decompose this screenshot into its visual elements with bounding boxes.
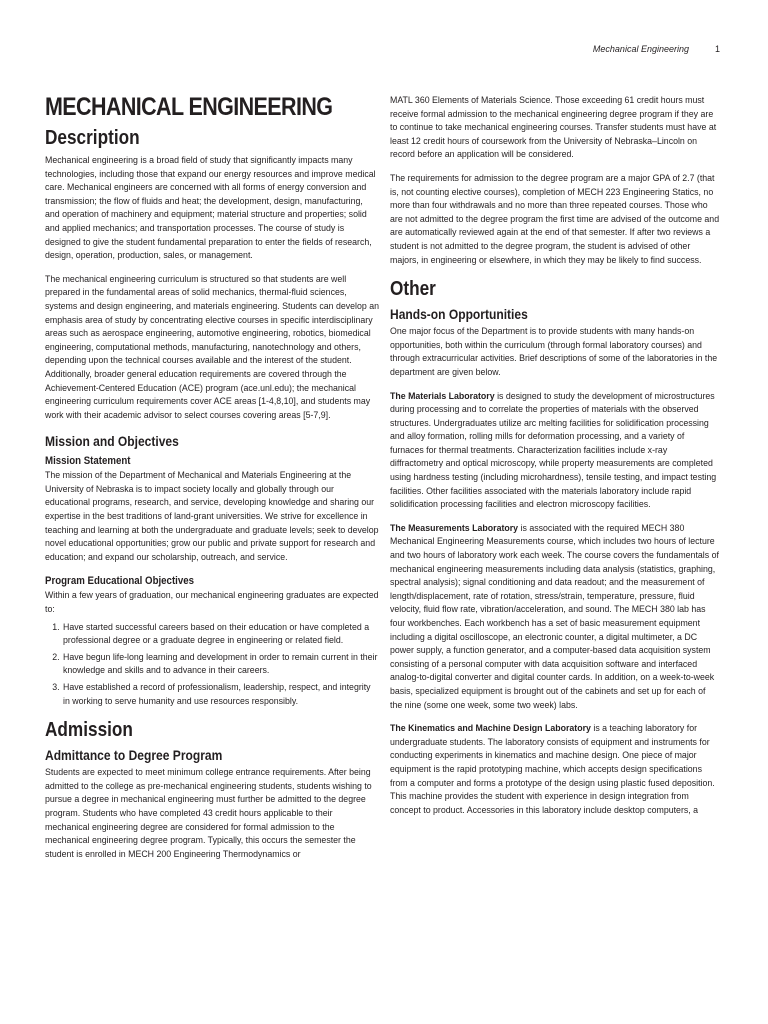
materials-lab-text: is designed to study the development of microstructures during processing and to correlate the properties of materials with the observed structures. Undergraduates utilize arc melting facilities for solidification processing and alloy formation, rolling mills for deformation processing, and a variety of furnaces for thermal treatments. Characterization facilities include x-ray diffractometry and optical microscopy, while property measurements are completed using hardness testing (including microhardness), tensile testing, and impact testing facilities. Other facilities associated with the materials laboratory include rapid solidification processing facilities and electron microscopy facilities. [390, 390, 717, 510]
mission-statement-heading: Mission Statement [45, 455, 131, 468]
objective-item-1: 1. Have started successful careers based on their education or have completed a professional degree or a graduate degree in engineering or related field. [62, 621, 379, 648]
kinematics-lab-text: is a teaching laboratory for undergraduate students. The laboratory consists of equipment and instruments for conducting experiments in kinematics and machine design. One piece of major equipment is the rapid prototyping machine, which accepts design specifications from a computer and forms a prototype of the design using plastic fused deposition. This machine provides the student with experience in design integration from concept to product. Accessories in this laboratory include desktop computers, a [390, 723, 715, 815]
description-heading: Description [45, 127, 140, 149]
page-title: MECHANICAL ENGINEERING [45, 93, 333, 121]
objectives-intro: Within a few years of graduation, our mechanical engineering graduates are expected to: [45, 590, 379, 615]
admission-paragraph-2: The requirements for admission to the degree program are a major GPA of 2.7 (that is, not counting elective courses), completion of MECH 223 Engineering Statics, no more than four withdrawals and no more than three repeated courses. Those who are not admitted to the degree program the first time are advised of the outcome and are automatically reviewed again at the end of that semester. If after two reviews a student is not admitted to the degree program, the student is advised of other majors, in engineering or elsewhere, in which they may be likely to find success. [390, 172, 720, 265]
admission-heading: Admission [45, 719, 133, 742]
measurements-lab-paragraph [390, 522, 720, 712]
admission-paragraph-1-end: MATL 360 Elements of Materials Science. Those exceeding 61 credit hours must receive formal admission to the mechanical engineering degree program if they are to continue to take mechanical engineering courses. Transfer students must have at least 12 credit hours of coursework from the University of Nebraska–Lincoln on record before an application will be considered. [390, 95, 717, 160]
mission-heading: Mission and Objectives [45, 433, 179, 450]
running-title: Mechanical Engineering [592, 44, 689, 54]
objectives-list [45, 621, 379, 709]
right-column [390, 94, 720, 827]
kinematics-lab-paragraph [390, 722, 720, 817]
hands-on-intro: One major focus of the Department is to provide students with many hands-on opportunities, both within the curriculum (through formal laboratory courses) and through extracurricular activities. Brief descriptions of some of the laboratories in the department are given below. [390, 326, 718, 377]
description-paragraph-2: The mechanical engineering curriculum is structured so that students are well prepared in the fundamental areas of solid mechanics, thermal-fluid sciences, systems and design engineering, and materials engineering. Students can develop an emphasis area of study by concentrating elective courses in specific interdisciplinary areas such as aerospace engineering, automotive engineering, robotics, biomedical engineering, computational methods, manufacturing, nanotechnology and others, depending upon the technical courses available and the interest of the student. Additionally, broader general education requirements are covered through the Achievement-Centered Education (ACE) program (ace.unl.edu); the mechanical engineering curriculum requirements cover ACE areas [1-4,8,10], and students may work with their academic advisor to select courses covering areas [5-7,9]. [45, 273, 380, 420]
page-number: 1 [714, 44, 720, 54]
admission-paragraph-1-start: Students are expected to meet minimum college entrance requirements. After being admitted to the college as pre-mechanical engineering students, students wishing to pursue a degree in mechanical engineering must further be admitted to the degree program. Students who have completed 43 credit hours applicable to their mechanical engineering degree are considered for formal admission to the mechanical engineering degree program. Typically, this occurs the semester the student is enrolled in MECH 200 Engineering Thermodynamics or [45, 767, 372, 859]
description-paragraph-1: Mechanical engineering is a broad field of study that significantly impacts many technologies, including those that expand our energy resources and improve medical care. Mechanical engineers are concerned with all forms of energy conversion and transmission; the flow of fluids and heat; the development, design, manufacturing, and operation of machinery and equipment; material structure and properties; solid and applied mechanics; and transportation processes. The course of study is designed to give the student fundamental preparation to enter the fields of research, design, operation, production, sales, or management. [45, 155, 376, 261]
measurements-lab-name: The Measurements Laboratory [390, 522, 519, 533]
mission-statement: The mission of the Department of Mechanical and Materials Engineering at the University of Nebraska is to impact society locally and globally through our educational programs, research, and service, developing knowledge and sharing our expertise in the best traditions of land-grant universities. We strive for excellence in teaching and learning at both the undergraduate and graduate levels; seek to develop novel educational opportunities; grow our public and private support for research and education; and expand our scholarship, outreach, and service. [45, 470, 379, 562]
objective-item-2: 2. Have begun life-long learning and development in order to remain current in their knowledge and skills and to advance in their careers. [62, 651, 379, 678]
objectives-heading: Program Educational Objectives [45, 575, 195, 588]
other-heading: Other [390, 278, 436, 301]
materials-lab-name: The Materials Laboratory [390, 390, 495, 401]
objective-item-3: 3. Have established a record of professionalism, leadership, respect, and integrity in working to serve humanity and use resources responsibly. [62, 681, 379, 708]
hands-on-heading: Hands-on Opportunities [390, 306, 528, 323]
left-column [45, 92, 379, 871]
kinematics-lab-name: The Kinematics and Machine Design Laboratory [390, 723, 591, 734]
admittance-heading: Admittance to Degree Program [45, 747, 223, 764]
running-header [593, 44, 720, 54]
measurements-lab-text: is associated with the required MECH 380 Mechanical Engineering Measurements course, which includes two hours of lecture and two hours of laboratory work each week. The course covers the fundamentals of mechanical engineering measurements including data analysis (statistics, graphing, spectral analysis); signal conditioning and data readout; and the measurement of length/displacement, rate of rotation, stress/strain, temperature, pressure, fluid velocity, fluid flow rate, vibration/acceleration, and sound. The MECH 380 lab has four workbenches. Each workbench has a set of basic measurement equipment including a digital oscilloscope, an electronic counter, a digital multimeter, a DC power supply, a function generator, and a computer-based data acquisition system consisting of a personal computer with data acquisition software and interfaced analog-to-digital converter and digital counter cards. In addition, on a week-to-week basis, specialized equipment is brought out of the cabinets and set up for each of the nine (some one week, some two week) labs. [390, 522, 719, 710]
materials-lab-paragraph [390, 390, 720, 512]
